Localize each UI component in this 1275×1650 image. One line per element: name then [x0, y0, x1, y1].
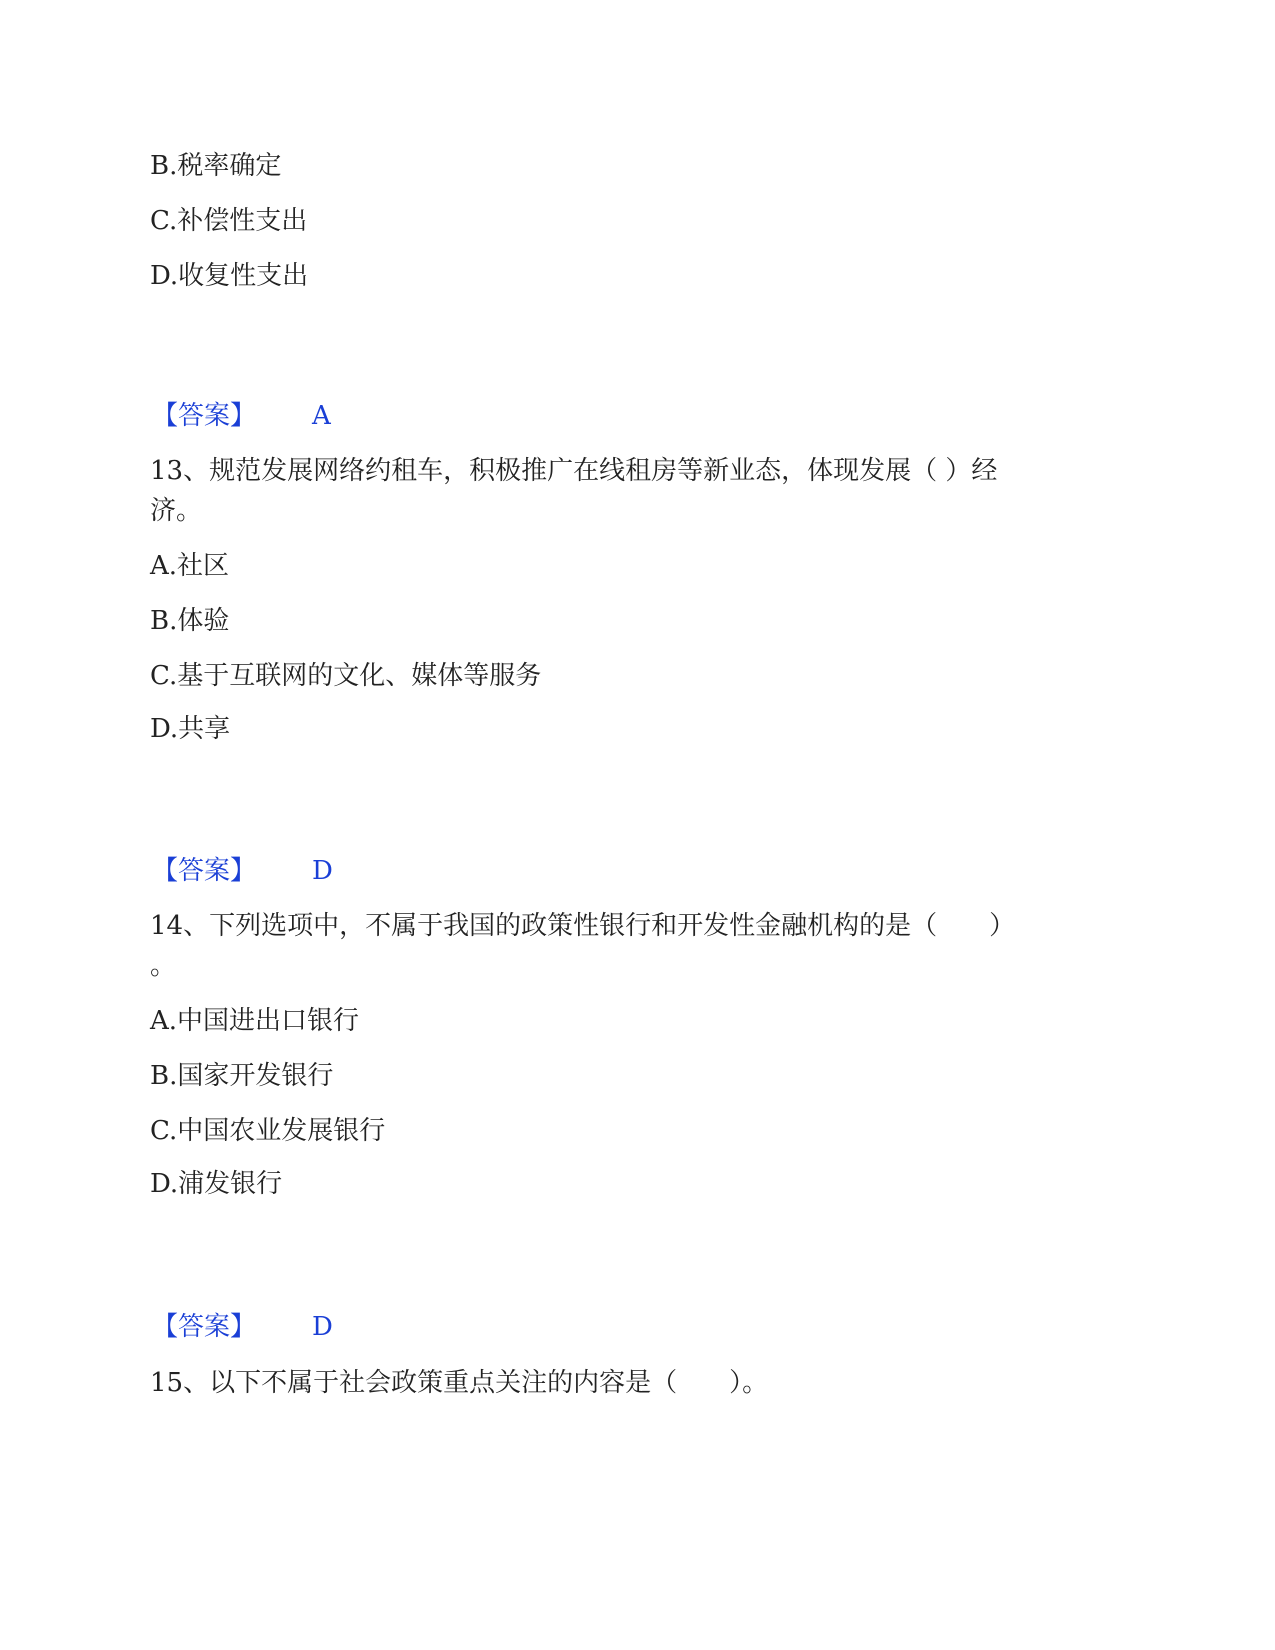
- answer-line: [152, 850, 333, 892]
- question-13-stem: 13、规范发展网络约租车，积极推广在线租房等新业态，体现发展（ ）经: [150, 456, 998, 486]
- option-b: B.税率确定: [150, 151, 282, 181]
- question-13-stem-cont: 济。: [150, 496, 203, 526]
- answer-value: D: [312, 1312, 333, 1342]
- answer-label: 【答案】: [152, 401, 257, 431]
- question-14-stem-cont: 。: [150, 951, 177, 981]
- option-c: C.补偿性支出: [150, 206, 308, 236]
- question-14-stem: 14、下列选项中，不属于我国的政策性银行和开发性金融机构的是（ ）: [150, 911, 1016, 941]
- option-a: A.社区: [150, 551, 230, 581]
- option-c: C.基于互联网的文化、媒体等服务: [150, 661, 542, 691]
- question-15-stem: 15、以下不属于社会政策重点关注的内容是（ ）。: [150, 1368, 769, 1398]
- option-b: B.国家开发银行: [150, 1061, 334, 1091]
- option-c: C.中国农业发展银行: [150, 1116, 386, 1146]
- answer-line: [152, 395, 331, 437]
- option-a: A.中国进出口银行: [150, 1006, 360, 1036]
- option-d: D.收复性支出: [150, 261, 309, 291]
- answer-label: 【答案】: [152, 1312, 257, 1342]
- answer-line: [152, 1306, 333, 1348]
- answer-label: 【答案】: [152, 856, 257, 886]
- answer-value: D: [312, 856, 333, 886]
- option-d: D.浦发银行: [150, 1169, 283, 1199]
- option-d: D.共享: [150, 714, 231, 744]
- option-b: B.体验: [150, 606, 230, 636]
- answer-value: A: [312, 401, 331, 431]
